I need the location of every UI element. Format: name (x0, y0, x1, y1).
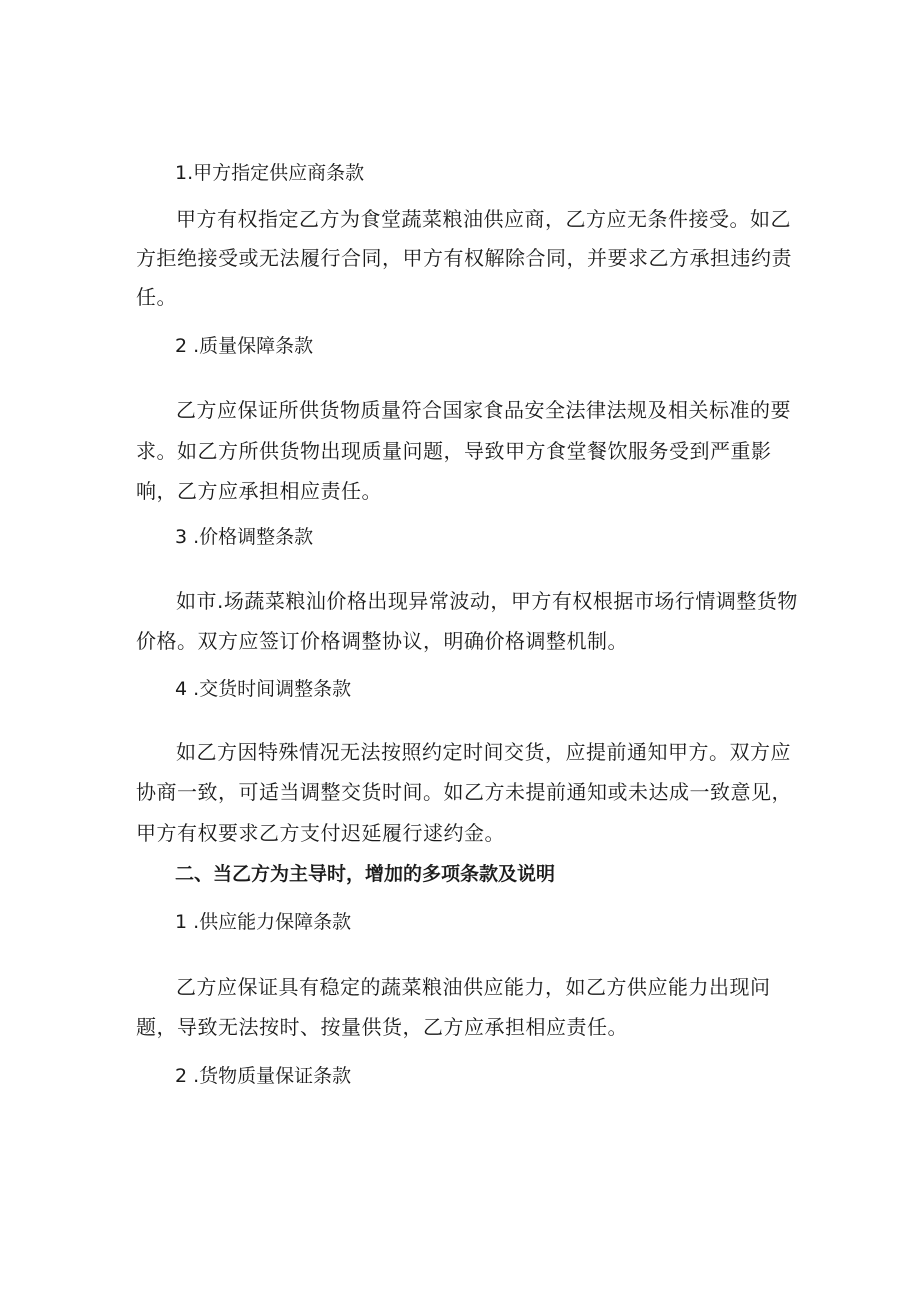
paragraph-line: 题，导致无法按时、按量供货，乙方应承担相应责任。 (136, 1015, 628, 1039)
paragraph-line: 乙方应保证具有稳定的蔬菜粮油供应能力，如乙方供应能力出现问 (176, 975, 771, 999)
paragraph-line: 乙方应保证所供货物质量符合国家食品安全法律法规及相关标准的要 (176, 398, 791, 422)
paragraph-line: 如市.场蔬菜粮汕价格出现异常波动，甲方有权根据市场行情调整货物 (176, 589, 798, 613)
clause-heading-3: 3 .价格调整条款 (175, 526, 314, 548)
clause-heading-5: 1 .供应能力保障条款 (175, 911, 352, 933)
paragraph-line: 如乙方因特殊情况无法按照约定时间交货，应提前通知甲方。双方应 (176, 740, 791, 764)
section-heading: 二、当乙方为主导时，增加的多项条款及说明 (175, 863, 556, 885)
clause-heading-2: 2 .质量保障条款 (175, 335, 314, 357)
paragraph-line: 协商一致，可适当调整交货时间。如乙方未提前通知或未达成一致意见， (136, 780, 792, 804)
paragraph-line: 价格。双方应签订价格调整协议，明确价格调整机制。 (136, 629, 628, 653)
paragraph-line: 任。 (136, 285, 177, 309)
paragraph-line: 方拒绝接受或无法履行合同，甲方有权解除合同，并要求乙方承担违约责 (136, 246, 792, 270)
clause-heading-4: 4 .交货时间调整条款 (175, 678, 352, 700)
paragraph-line: 甲方有权指定乙方为食堂蔬菜粮油供应商，乙方应无条件接受。如乙 (176, 207, 791, 231)
paragraph-line: 求。如乙方所供货物出现质量问题，导致甲方食堂餐饮服务受到严重影 (136, 439, 772, 463)
clause-heading-1: 1.甲方指定供应商条款 (175, 162, 365, 184)
clause-heading-6: 2 .货物质量保证条款 (175, 1065, 352, 1087)
paragraph-line: 响，乙方应承担相应责任。 (136, 479, 382, 503)
paragraph-line: 甲方有权要求乙方支付迟延履行逑约金。 (136, 821, 505, 845)
